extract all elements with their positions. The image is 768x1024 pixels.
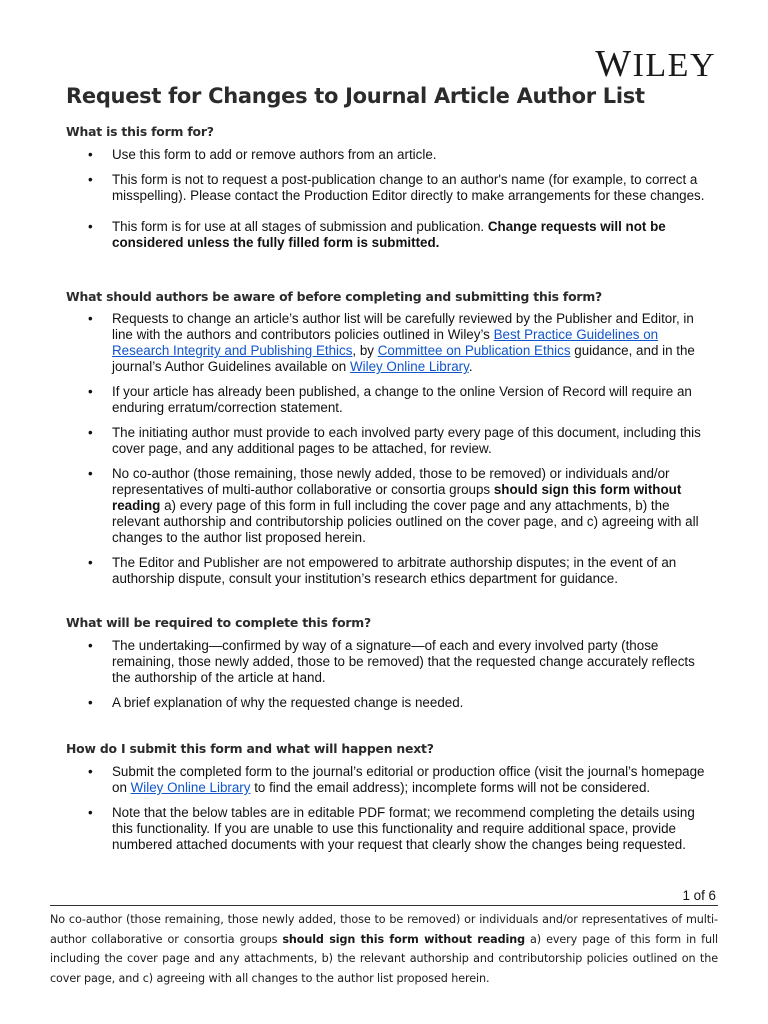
list-item: • This form is not to request a post-publication change to an author's name (for example, to correct a misspelling). Please contact the Production Editor directly to make arrangements for these changes. [66,172,706,204]
list-item: • No co-author (those remaining, those newly added, those to be removed) or individuals and/or representatives of multi-author collaborative or consortia groups should sign this form without reading a) every page of this form in full including the cover page and any attachments, b) the relevant authorship and contributorship policies outlined on the cover page, and c) agreeing with all changes to the author list proposed herein. [66,466,706,546]
list-item: • If your article has already been published, a change to the online Version of Record will require an enduring erratum/correction statement. [66,384,706,416]
best-practice-guidelines-link[interactable]: Best Practice Guidelines on Research Integrity and Publishing Ethics [112,327,659,358]
list-item: • This form is for use at all stages of submission and publication. Change requests will not be considered unless the fully filled form is submitted. [66,219,706,251]
warning-text: Change requests will not be considered unless the fully filled form is submitted. [112,219,666,250]
footer-notice: No co-author (those remaining, those newly added, those to be removed) or individuals and/or representatives of multi-author collaborative or consortia groups should sign this form without reading a) every page of this form in full including the cover page and any attachments, b) the relevant authorship and contributorship policies outlined on the cover page, and c) agreeing with all changes to the author list proposed herein. [50,905,718,988]
list-item: • Note that the below tables are in editable PDF format; we recommend completing the details using this functionality. If you are unable to use this functionality and require additional space, provide numbered attached documents with your request that clearly show the changes being requested. [66,805,706,853]
bullet-list-submission [66,764,706,862]
page-number: 1 of 6 [682,888,716,903]
bullet-list-purpose [66,147,706,260]
list-item: • The undertaking—confirmed by way of a signature—of each and every involved party (those remaining, those newly added, those to be removed) that the requested change accurately reflects the authorship of the article at hand. [66,638,706,686]
section-heading-requirements: What will be required to complete this form? [66,615,371,630]
list-item: • Submit the completed form to the journal’s editorial or production office (visit the journal’s homepage on Wiley Online Library to find the email address); incomplete forms will not be considered. [66,764,706,796]
list-item: • The Editor and Publisher are not empowered to arbitrate authorship disputes; in the event of an authorship dispute, consult your institution’s research ethics department for guidance. [66,555,706,587]
page-title: Request for Changes to Journal Article Author List [66,84,645,108]
wiley-online-library-link[interactable]: Wiley Online Library [349,359,469,374]
section-heading-submission: How do I submit this form and what will happen next? [66,741,434,756]
bullet-list-awareness [66,311,706,596]
wiley-logo: WILEY [595,43,716,85]
section-heading-purpose: What is this form for? [66,124,214,139]
wiley-online-library-link[interactable]: Wiley Online Library [130,780,251,795]
list-item: • Use this form to add or remove authors from an article. [66,147,706,163]
bullet-list-requirements [66,638,706,720]
cope-link[interactable]: Committee on Publication Ethics [377,343,571,358]
list-item: • Requests to change an article’s author list will be carefully reviewed by the Publisher and Editor, in line with the authors and contributors policies outlined in Wiley’s Best Practice Guidelines on Research Integrity and Publishing Ethics, by Committee on Publication Ethics guidance, and in the journal’s Author Guidelines available on Wiley Online Library. [66,311,706,375]
section-heading-awareness: What should authors be aware of before completing and submitting this form? [66,289,603,304]
list-item: • A brief explanation of why the requested change is needed. [66,695,706,711]
list-item: • The initiating author must provide to each involved party every page of this document, including this cover page, and any additional pages to be attached, for review. [66,425,706,457]
